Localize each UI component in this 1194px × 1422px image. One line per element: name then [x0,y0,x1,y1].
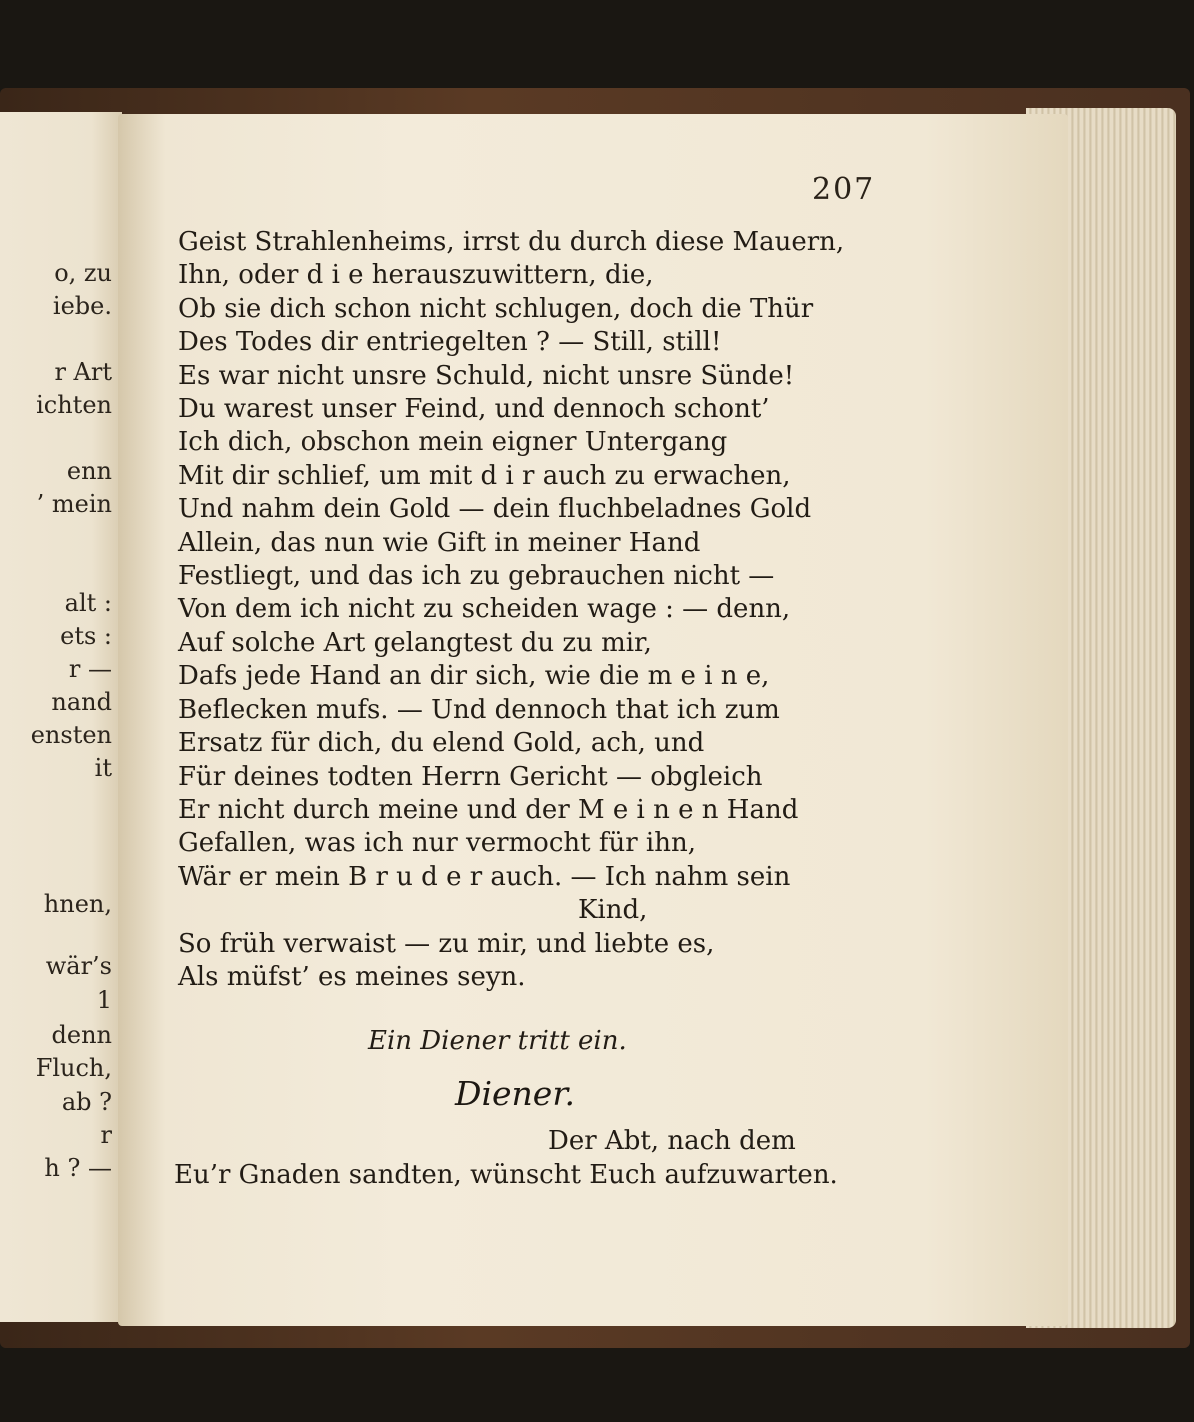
left-page-fragment: wär’s [45,952,112,980]
verse-line: Ersatz für dich, du elend Gold, ach, und [178,728,705,759]
left-page-fragment: r Art [54,358,112,386]
verse-line: So früh verwaist — zu mir, und liebte es, [178,928,715,959]
left-page-fragment: h ? — [44,1154,112,1182]
verse-line: Beflecken mufs. — Und dennoch that ich zum [178,694,780,725]
left-page-fragment: 1 [96,986,112,1014]
verse-line: Es war nicht unsre Schuld, nicht unsre Sünde! [178,360,795,391]
speech-line: Eu’r Gnaden sandten, wünscht Euch aufzuwarten. [174,1160,838,1190]
left-page-fragment: o, zu [54,259,112,287]
speech-line: Der Abt, nach dem [548,1126,796,1156]
verse-line: Er nicht durch meine und der M e i n e n Hand [178,794,799,825]
verse-line: Und nahm dein Gold — dein fluchbeladnes Gold [178,494,812,525]
speaker-name: Diener. [455,1074,575,1113]
verse-line: Kind, [578,895,648,926]
verse-line: Ich dich, obschon mein eigner Untergang [178,427,728,458]
page-number: 207 [812,172,876,207]
verse-line: Allein, das nun wie Gift in meiner Hand [178,527,701,558]
verse-line: Als müfst’ es meines seyn. [178,961,526,992]
verse-line: Festliegt, und das ich zu gebrauchen nicht — [178,561,775,592]
left-page-fragment: ets : [60,622,112,650]
verse-line: Ob sie dich schon nicht schlugen, doch die Thür [178,293,814,324]
left-page-fragment: ’ mein [36,490,112,518]
left-page-fragment: r [100,1121,112,1149]
verse-block [178,226,878,994]
left-page-fragment: enn [66,457,112,485]
verse-line: Mit dir schlief, um mit d i r auch zu erwachen, [178,460,791,491]
verse-line: Du warest unser Feind, und dennoch schont’ [178,394,770,425]
stage-direction: Ein Diener tritt ein. [368,1026,627,1056]
verse-line: Gefallen, was ich nur vermocht für ihn, [178,828,696,859]
verse-line: Für deines todten Herrn Gericht — obgleich [178,761,763,792]
verse-line: Des Todes dir entriegelten ? — Still, still! [178,327,722,358]
left-page-fragment: denn [51,1021,112,1049]
verse-line: Auf solche Art gelangtest du zu mir, [178,627,652,658]
left-page-fragment: hnen, [43,890,112,918]
verse-line: Geist Strahlenheims, irrst du durch diese Mauern, [178,227,845,257]
left-page-fragment: ab ? [61,1088,112,1116]
verse-line: Ihn, oder d i e herauszuwittern, die, [178,260,654,291]
left-page-fragment: Fluch, [35,1054,112,1082]
left-page-fragment: it [94,754,112,782]
speech-block [174,1124,874,1192]
left-page-fragment: r — [68,655,112,683]
left-page-fragment: nand [51,688,112,716]
verse-line: Wär er mein B r u d e r auch. — Ich nahm sein [178,861,791,892]
left-page-fragment: alt : [64,589,112,617]
verse-line: Von dem ich nicht zu scheiden wage : — denn, [178,594,791,625]
left-page [0,112,122,1322]
verse-line: Dafs jede Hand an dir sich, wie die m e i n e, [178,661,770,692]
left-page-fragment: ensten [30,721,112,749]
left-page-fragment: ichten [36,391,112,419]
left-page-fragment: iebe. [52,292,112,320]
